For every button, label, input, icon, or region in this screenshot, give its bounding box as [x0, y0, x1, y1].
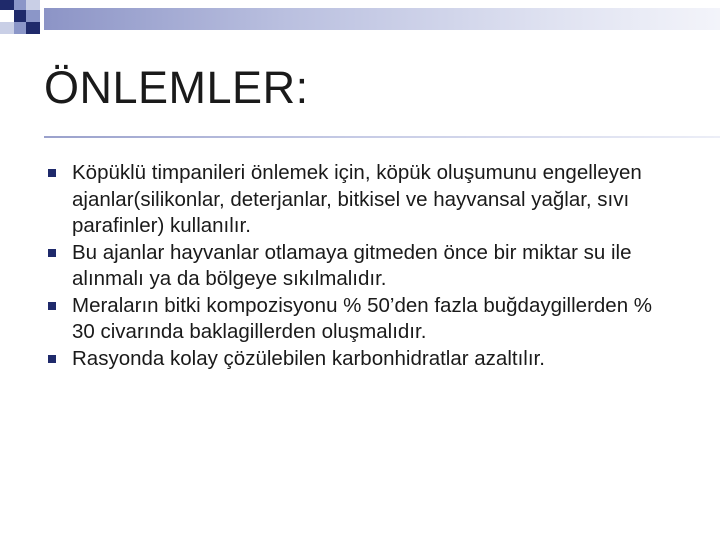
title-underline — [44, 136, 720, 138]
deco-square — [26, 0, 40, 10]
header-gradient-stripe — [44, 8, 720, 30]
deco-square — [0, 22, 14, 34]
deco-square — [26, 10, 40, 22]
deco-square — [14, 22, 26, 34]
bullet-text: Meraların bitki kompozisyonu % 50’den fazla buğdaygillerden % 30 civarında baklagillerden oluşmalıdır. — [72, 293, 653, 343]
slide-title: ÖNLEMLER: — [44, 62, 309, 113]
list-item — [72, 293, 672, 346]
header-decoration — [0, 0, 720, 40]
list-item — [72, 160, 672, 240]
square-bullet-icon — [48, 355, 56, 363]
deco-square — [26, 22, 40, 34]
bullet-text: Rasyonda kolay çözülebilen karbonhidratlar azaltılır. — [72, 346, 545, 370]
deco-square — [0, 0, 14, 10]
deco-square — [0, 10, 14, 20]
bullet-text: Bu ajanlar hayvanlar otlamaya gitmeden önce bir miktar su ile alınmalı ya da bölgeye sıkılmalıdır. — [72, 240, 632, 290]
bullet-text: Köpüklü timpanileri önlemek için, köpük oluşumunu engelleyen ajanlar(silikonlar, deterjanlar, bitkisel ve hayvansal yağlar, sıvı parafinler) kullanılır. — [72, 161, 642, 237]
square-bullet-icon — [48, 249, 56, 257]
square-bullet-icon — [48, 302, 56, 310]
square-bullet-icon — [48, 169, 56, 177]
list-item — [72, 346, 672, 373]
bullet-list — [72, 160, 672, 372]
list-item — [72, 240, 672, 293]
deco-square — [14, 0, 26, 10]
deco-square — [14, 10, 26, 22]
